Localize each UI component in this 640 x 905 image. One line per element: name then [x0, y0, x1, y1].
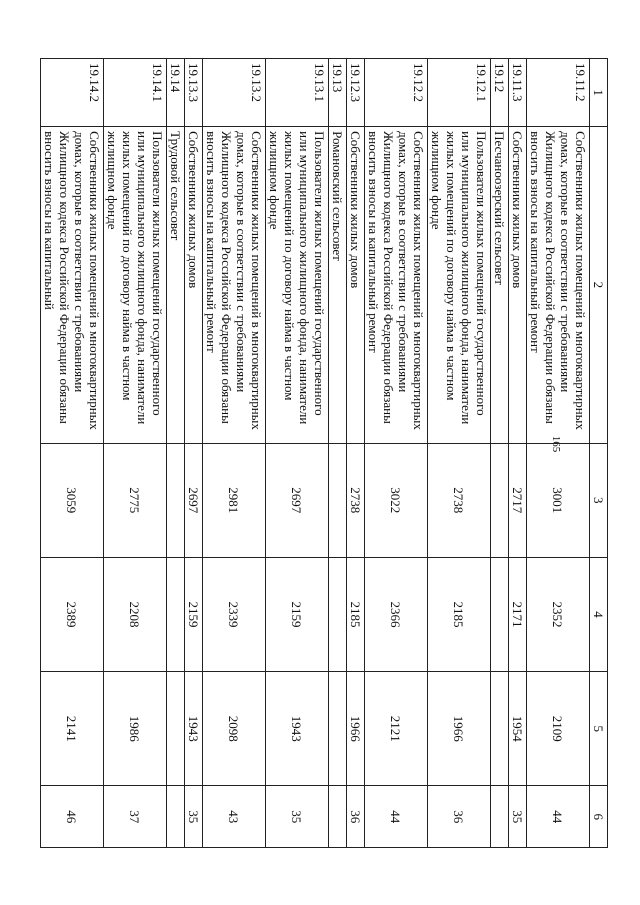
row-value-4: 2366: [365, 557, 428, 671]
row-text: Трудовой сельсовет: [167, 127, 185, 443]
row-value-4: 2208: [104, 557, 167, 671]
row-value-6: 35: [509, 786, 527, 848]
row-value-6: 36: [428, 786, 491, 848]
row-text: Собственники жилых помещений в многоквартирных домах, которые в соответствии с требованиями Жилищного кодекса Российской Федерации обязаны вносить взносы на капитальный ремонт: [527, 127, 590, 443]
row-text: Собственники жилых помещений в многоквартирных домах, которые в соответствии с требованиями Жилищного кодекса Российской Федерации обязаны вносить взносы на капитальный ремонт: [203, 127, 266, 443]
table-body: [41, 59, 590, 848]
row-value-5: 1943: [266, 672, 329, 786]
row-value-4: 2389: [41, 557, 104, 671]
row-value-4: [491, 557, 509, 671]
row-value-6: 35: [266, 786, 329, 848]
table-row: [365, 59, 428, 848]
row-value-3: 2738: [428, 443, 491, 557]
row-code: 19.14: [167, 59, 185, 127]
row-value-4: [329, 557, 347, 671]
table-row: [428, 59, 491, 848]
row-value-3: 3022: [365, 443, 428, 557]
row-value-5: 1954: [509, 672, 527, 786]
row-value-4: 2159: [185, 557, 203, 671]
row-text: Собственники жилых помещений в многоквартирных домах, которые в соответствии с требованиями Жилищного кодекса Российской Федерации обязаны вносить взносы на капитальный ремонт: [365, 127, 428, 443]
row-value-3: 2738: [347, 443, 365, 557]
header-row: [590, 59, 608, 848]
row-value-3: 2981: [203, 443, 266, 557]
row-value-4: 2339: [203, 557, 266, 671]
row-value-5: [491, 672, 509, 786]
col-header-2: 2: [590, 127, 608, 443]
rotated-table-container: [42, 58, 608, 848]
row-value-3: [167, 443, 185, 557]
col-header-4: 4: [590, 557, 608, 671]
row-value-6: 35: [185, 786, 203, 848]
col-header-6: 6: [590, 786, 608, 848]
col-header-1: 1: [590, 59, 608, 127]
row-code: 19.13.3: [185, 59, 203, 127]
tariff-table: [40, 58, 608, 848]
row-value-5: 1966: [428, 672, 491, 786]
table-row: [185, 59, 203, 848]
row-code: 19.11.3: [509, 59, 527, 127]
table-row: [266, 59, 329, 848]
row-value-6: [491, 786, 509, 848]
row-value-6: [167, 786, 185, 848]
row-value-5: 2141: [41, 672, 104, 786]
row-value-6: 44: [527, 786, 590, 848]
row-value-5: 1966: [347, 672, 365, 786]
col-header-5: 5: [590, 672, 608, 786]
row-text: Романовский сельсовет: [329, 127, 347, 443]
row-value-5: 1986: [104, 672, 167, 786]
row-text: Пользователи жилых помещений государственного или муниципального жилищного фонда, наниматели жилых помещений по договору найма в частном жилищном фонде: [104, 127, 167, 443]
row-value-4: 2352: [527, 557, 590, 671]
row-code: 19.14.1: [104, 59, 167, 127]
table-row: [167, 59, 185, 848]
table-row: [41, 59, 104, 848]
row-code: 19.12: [491, 59, 509, 127]
page-number: 165: [550, 435, 562, 453]
col-header-3: 3: [590, 443, 608, 557]
table-row: [527, 59, 590, 848]
row-code: 19.12.3: [347, 59, 365, 127]
row-text: Песчаноозерский сельсовет: [491, 127, 509, 443]
row-text: Пользователи жилых помещений государственного или муниципального жилищного фонда, наниматели жилых помещений по договору найма в частном жилищном фонде: [266, 127, 329, 443]
row-value-5: [167, 672, 185, 786]
row-value-5: 2098: [203, 672, 266, 786]
row-value-4: 2185: [428, 557, 491, 671]
row-value-5: [329, 672, 347, 786]
table-row: [329, 59, 347, 848]
row-value-3: 3001: [527, 443, 590, 557]
row-text: Собственники жилых домов: [509, 127, 527, 443]
row-value-3: 3059: [41, 443, 104, 557]
row-value-6: 37: [104, 786, 167, 848]
row-value-4: 2185: [347, 557, 365, 671]
row-text: Собственники жилых домов: [185, 127, 203, 443]
table-row: [104, 59, 167, 848]
row-code: 19.13.2: [203, 59, 266, 127]
row-text: Пользователи жилых помещений государственного или муниципального жилищного фонда, наниматели жилых помещений по договору найма в частном жилищном фонде: [428, 127, 491, 443]
row-value-5: 1943: [185, 672, 203, 786]
row-value-4: 2159: [266, 557, 329, 671]
row-value-3: [491, 443, 509, 557]
row-code: 19.12.2: [365, 59, 428, 127]
row-value-3: [329, 443, 347, 557]
row-value-6: 44: [365, 786, 428, 848]
row-value-3: 2717: [509, 443, 527, 557]
row-text: Собственники жилых домов: [347, 127, 365, 443]
row-code: 19.13.1: [266, 59, 329, 127]
row-value-6: [329, 786, 347, 848]
table-row: [491, 59, 509, 848]
row-value-4: [167, 557, 185, 671]
table-row: [509, 59, 527, 848]
row-code: 19.12.1: [428, 59, 491, 127]
row-value-6: 36: [347, 786, 365, 848]
row-value-3: 2775: [104, 443, 167, 557]
row-value-6: 46: [41, 786, 104, 848]
row-value-4: 2171: [509, 557, 527, 671]
row-value-6: 43: [203, 786, 266, 848]
row-code: 19.14.2: [41, 59, 104, 127]
row-value-3: 2697: [266, 443, 329, 557]
row-code: 19.13: [329, 59, 347, 127]
table-row: [203, 59, 266, 848]
row-code: 19.11.2: [527, 59, 590, 127]
row-value-5: 2109: [527, 672, 590, 786]
row-value-3: 2697: [185, 443, 203, 557]
row-text: Собственники жилых помещений в многоквартирных домах, которые в соответствии с требованиями Жилищного кодекса Российской Федерации обязаны вносить взносы на капитальный: [41, 127, 104, 443]
row-value-5: 2121: [365, 672, 428, 786]
table-row: [347, 59, 365, 848]
